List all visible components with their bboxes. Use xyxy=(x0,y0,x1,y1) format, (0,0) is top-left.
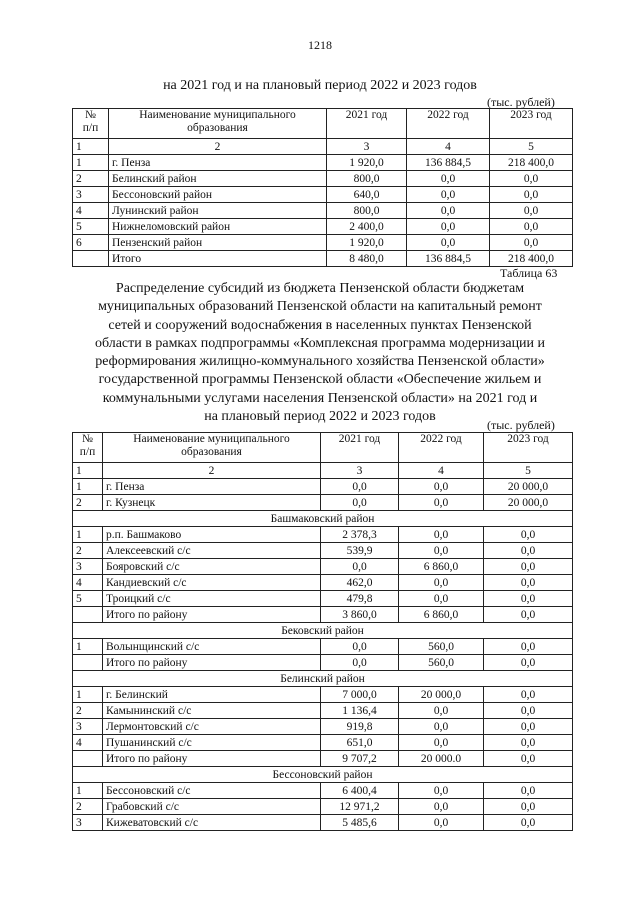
column-index: 4 xyxy=(407,139,490,155)
row-num: 2 xyxy=(73,495,103,511)
value-2023: 0,0 xyxy=(484,607,573,623)
row-num: 3 xyxy=(73,815,103,831)
row-name: Кижеватовский с/с xyxy=(103,815,321,831)
page-number: 1218 xyxy=(308,38,332,52)
column-index: 1 xyxy=(73,463,103,479)
row-num: 1 xyxy=(73,527,103,543)
value-2022: 136 884,5 xyxy=(407,155,490,171)
row-name: Волынщинский с/с xyxy=(103,639,321,655)
value-2022: 0,0 xyxy=(407,219,490,235)
row-num xyxy=(73,607,103,623)
table-row xyxy=(73,543,573,559)
header-2021: 2021 год xyxy=(327,109,407,139)
value-2023: 0,0 xyxy=(484,751,573,767)
row-name: Пушанинский с/с xyxy=(103,735,321,751)
table-row xyxy=(73,187,573,203)
header-name: Наименование муниципального образования xyxy=(109,109,327,139)
row-name: Грабовский с/с xyxy=(103,799,321,815)
value-2021: 3 860,0 xyxy=(321,607,399,623)
row-name: Итого xyxy=(109,251,327,267)
value-2023: 0,0 xyxy=(484,783,573,799)
header-2023: 2023 год xyxy=(484,433,573,463)
row-num: 5 xyxy=(73,219,109,235)
district-total-row xyxy=(73,751,573,767)
value-2023: 0,0 xyxy=(484,735,573,751)
column-index: 3 xyxy=(321,463,399,479)
value-2023: 0,0 xyxy=(484,719,573,735)
section-title: Бековский район xyxy=(73,623,573,639)
heading-line: Распределение субсидий из бюджета Пензенской области бюджетам xyxy=(115,281,525,296)
value-2022: 136 884,5 xyxy=(407,251,490,267)
row-num: 1 xyxy=(73,639,103,655)
row-name: Лермонтовский с/с xyxy=(103,719,321,735)
table-row xyxy=(73,783,573,799)
value-2021: 800,0 xyxy=(327,171,407,187)
table-row xyxy=(73,155,573,171)
table-row xyxy=(73,719,573,735)
value-2021: 919,8 xyxy=(321,719,399,735)
value-2022: 0,0 xyxy=(399,719,484,735)
value-2022: 0,0 xyxy=(399,479,484,495)
table2-unit: (тыс. рублей) xyxy=(487,418,555,432)
column-index: 3 xyxy=(327,139,407,155)
row-num xyxy=(73,655,103,671)
value-2021: 462,0 xyxy=(321,575,399,591)
column-index: 2 xyxy=(109,139,327,155)
row-num: 3 xyxy=(73,559,103,575)
value-2023: 218 400,0 xyxy=(490,251,573,267)
row-name: г. Пенза xyxy=(103,479,321,495)
value-2022: 0,0 xyxy=(399,815,484,831)
column-index-row xyxy=(73,463,573,479)
value-2022: 0,0 xyxy=(399,543,484,559)
header-num: № п/п xyxy=(73,433,103,463)
heading-line: сетей и сооружений водоснабжения в населенных пунктах Пензенской xyxy=(108,317,532,333)
table1 xyxy=(72,108,573,267)
value-2023: 0,0 xyxy=(484,559,573,575)
value-2023: 0,0 xyxy=(484,543,573,559)
header-2021: 2021 год xyxy=(321,433,399,463)
value-2022: 0,0 xyxy=(399,799,484,815)
row-num: 1 xyxy=(73,687,103,703)
value-2022: 0,0 xyxy=(399,735,484,751)
value-2023: 0,0 xyxy=(490,187,573,203)
row-name: Бессоновский с/с xyxy=(103,783,321,799)
table-row xyxy=(73,479,573,495)
heading-line: коммунальными услугами населения Пензенской области» на 2021 год и xyxy=(102,390,538,406)
total-row xyxy=(73,251,573,267)
table-row xyxy=(73,639,573,655)
row-num: 1 xyxy=(73,479,103,495)
value-2021: 479,8 xyxy=(321,591,399,607)
header-row xyxy=(73,109,573,139)
table-row xyxy=(73,495,573,511)
table2-heading xyxy=(40,280,600,426)
value-2023: 0,0 xyxy=(490,235,573,251)
value-2022: 0,0 xyxy=(399,591,484,607)
row-name: Итого по району xyxy=(103,655,321,671)
value-2021: 9 707,2 xyxy=(321,751,399,767)
value-2021: 2 378,3 xyxy=(321,527,399,543)
value-2023: 0,0 xyxy=(484,591,573,607)
header-2022: 2022 год xyxy=(407,109,490,139)
value-2021: 640,0 xyxy=(327,187,407,203)
heading-line: области в рамках подпрограммы «Комплексная программа модернизации и xyxy=(94,335,546,351)
value-2023: 0,0 xyxy=(484,703,573,719)
value-2023: 0,0 xyxy=(484,575,573,591)
value-2022: 560,0 xyxy=(399,639,484,655)
value-2021: 7 000,0 xyxy=(321,687,399,703)
value-2023: 20 000,0 xyxy=(484,479,573,495)
row-num: 1 xyxy=(73,783,103,799)
row-name: г. Кузнецк xyxy=(103,495,321,511)
row-name: Троицкий с/с xyxy=(103,591,321,607)
value-2022: 0,0 xyxy=(407,203,490,219)
value-2022: 0,0 xyxy=(407,187,490,203)
table-label: Таблица 63 xyxy=(500,266,558,280)
value-2022: 20 000.0 xyxy=(399,751,484,767)
value-2021: 6 400,4 xyxy=(321,783,399,799)
row-name: Нижнеломовский район xyxy=(109,219,327,235)
value-2021: 0,0 xyxy=(321,655,399,671)
table-row xyxy=(73,703,573,719)
row-num xyxy=(73,751,103,767)
value-2023: 0,0 xyxy=(484,815,573,831)
row-name: г. Белинский xyxy=(103,687,321,703)
row-num: 1 xyxy=(73,155,109,171)
row-name: Камынинский с/с xyxy=(103,703,321,719)
row-name: Лунинский район xyxy=(109,203,327,219)
value-2022: 0,0 xyxy=(399,495,484,511)
value-2021: 8 480,0 xyxy=(327,251,407,267)
column-index: 1 xyxy=(73,139,109,155)
row-num: 6 xyxy=(73,235,109,251)
header-2022: 2022 год xyxy=(399,433,484,463)
value-2022: 560,0 xyxy=(399,655,484,671)
row-num: 3 xyxy=(73,719,103,735)
value-2023: 0,0 xyxy=(484,655,573,671)
value-2021: 800,0 xyxy=(327,203,407,219)
row-name: Итого по району xyxy=(103,751,321,767)
table1-heading: на 2021 год и на плановый период 2022 и 2023 годов xyxy=(163,78,477,93)
table-row xyxy=(73,815,573,831)
district-total-row xyxy=(73,655,573,671)
column-index: 5 xyxy=(490,139,573,155)
value-2023: 0,0 xyxy=(490,219,573,235)
value-2022: 0,0 xyxy=(407,171,490,187)
section-row xyxy=(73,671,573,687)
column-index-row xyxy=(73,139,573,155)
column-index: 2 xyxy=(103,463,321,479)
value-2023: 218 400,0 xyxy=(490,155,573,171)
row-num: 2 xyxy=(73,703,103,719)
header-row xyxy=(73,433,573,463)
value-2023: 0,0 xyxy=(490,171,573,187)
value-2021: 0,0 xyxy=(321,559,399,575)
header-2023: 2023 год xyxy=(490,109,573,139)
value-2021: 2 400,0 xyxy=(327,219,407,235)
table-row xyxy=(73,527,573,543)
value-2021: 539,9 xyxy=(321,543,399,559)
value-2022: 0,0 xyxy=(407,235,490,251)
value-2021: 1 136,4 xyxy=(321,703,399,719)
table1-unit: (тыс. рублей) xyxy=(487,95,555,109)
table-row xyxy=(73,171,573,187)
section-row xyxy=(73,623,573,639)
row-num: 4 xyxy=(73,203,109,219)
section-row xyxy=(73,511,573,527)
row-num: 3 xyxy=(73,187,109,203)
column-index: 5 xyxy=(484,463,573,479)
section-title: Бессоновский район xyxy=(73,767,573,783)
value-2022: 20 000,0 xyxy=(399,687,484,703)
row-num: 5 xyxy=(73,591,103,607)
value-2022: 6 860,0 xyxy=(399,607,484,623)
row-num xyxy=(73,251,109,267)
value-2022: 0,0 xyxy=(399,575,484,591)
row-num: 2 xyxy=(73,799,103,815)
value-2023: 20 000,0 xyxy=(484,495,573,511)
district-total-row xyxy=(73,607,573,623)
table-row xyxy=(73,735,573,751)
value-2023: 0,0 xyxy=(484,639,573,655)
row-num: 4 xyxy=(73,735,103,751)
row-name: Пензенский район xyxy=(109,235,327,251)
row-num: 2 xyxy=(73,543,103,559)
table-row xyxy=(73,235,573,251)
value-2022: 6 860,0 xyxy=(399,559,484,575)
table-row xyxy=(73,687,573,703)
value-2021: 12 971,2 xyxy=(321,799,399,815)
section-title: Белинский район xyxy=(73,671,573,687)
value-2022: 0,0 xyxy=(399,527,484,543)
heading-line: муниципальных образований Пензенской области на капитальный ремонт xyxy=(98,299,542,315)
table-row xyxy=(73,799,573,815)
table-row xyxy=(73,203,573,219)
table2 xyxy=(72,432,573,831)
value-2021: 0,0 xyxy=(321,495,399,511)
row-name: р.п. Башмаково xyxy=(103,527,321,543)
table-row xyxy=(73,575,573,591)
heading-line: на плановый период 2022 и 2023 годов xyxy=(204,409,436,425)
row-num: 4 xyxy=(73,575,103,591)
value-2021: 0,0 xyxy=(321,479,399,495)
header-num: № п/п xyxy=(73,109,109,139)
row-name: Итого по району xyxy=(103,607,321,623)
table-row xyxy=(73,591,573,607)
value-2023: 0,0 xyxy=(484,527,573,543)
value-2023: 0,0 xyxy=(490,203,573,219)
value-2021: 5 485,6 xyxy=(321,815,399,831)
value-2021: 1 920,0 xyxy=(327,155,407,171)
value-2021: 1 920,0 xyxy=(327,235,407,251)
heading-line: реформирования жилищно-коммунального хозяйства Пензенской области» xyxy=(95,354,545,370)
table-row xyxy=(73,219,573,235)
row-num: 2 xyxy=(73,171,109,187)
table-row xyxy=(73,559,573,575)
value-2022: 0,0 xyxy=(399,703,484,719)
section-title: Башмаковский район xyxy=(73,511,573,527)
heading-line: государственной программы Пензенской области «Обеспечение жильем и xyxy=(98,372,542,388)
value-2023: 0,0 xyxy=(484,799,573,815)
value-2023: 0,0 xyxy=(484,687,573,703)
row-name: Бессоновский район xyxy=(109,187,327,203)
row-name: Кандиевский с/с xyxy=(103,575,321,591)
section-row xyxy=(73,767,573,783)
row-name: Бояровский с/с xyxy=(103,559,321,575)
row-name: Белинский район xyxy=(109,171,327,187)
value-2021: 0,0 xyxy=(321,639,399,655)
row-name: г. Пенза xyxy=(109,155,327,171)
header-name: Наименование муниципального образования xyxy=(103,433,321,463)
row-name: Алексеевский с/с xyxy=(103,543,321,559)
value-2022: 0,0 xyxy=(399,783,484,799)
value-2021: 651,0 xyxy=(321,735,399,751)
column-index: 4 xyxy=(399,463,484,479)
